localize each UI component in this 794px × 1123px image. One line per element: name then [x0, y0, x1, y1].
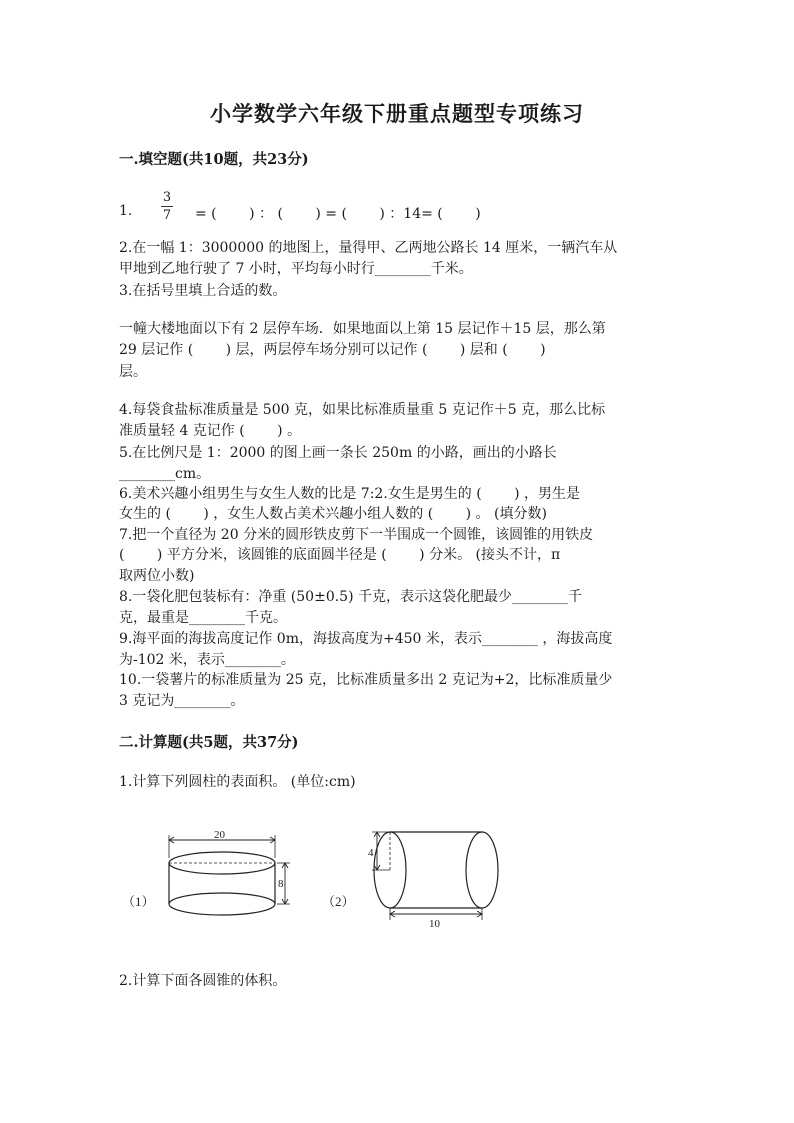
dimension-diameter: 20 [214, 829, 225, 841]
calc-question-1: 1.计算下列圆柱的表面积。 (单位:cm) [119, 774, 356, 790]
text-line: 一幢大楼地面以下有 2 层停车场．如果地面以上第 15 层记作＋15 层，那么第 [119, 321, 606, 337]
text-line: 7.把一个直径为 20 分米的圆形铁皮剪下一半围成一个圆锥，该圆锥的用铁皮 [119, 527, 594, 543]
cylinder-figures [119, 820, 539, 930]
text-line: ________cm。 [119, 466, 211, 482]
text-line: ( ) 平方分米，该圆锥的底面圆半径是 ( ) 分米。 (接头不计，π [119, 547, 561, 563]
question-number: 1. [119, 203, 133, 219]
fraction-denominator: 7 [162, 208, 172, 223]
question-1 [119, 190, 679, 233]
text-line: 克，最重是________千克。 [119, 610, 287, 626]
page-title: 小学数学六年级下册重点题型专项练习 [210, 101, 584, 126]
text-line: 8.一袋化肥包装标有：净重 (50±0.5) 千克，表示这袋化肥最少________千 [119, 589, 582, 605]
text-line: 4.每袋食盐标准质量是 500 克，如果比标准质量重 5 克记作＋5 克，那么比标 [119, 402, 606, 418]
figure-label-2: （2） [322, 894, 355, 909]
section-heading-fill-blank: 一.填空题(共10题，共23分) [119, 151, 309, 168]
cylinders-diagram [119, 820, 539, 930]
section-heading-calculation: 二.计算题(共5题，共37分) [119, 734, 299, 751]
text-line: 为-102 米，表示________。 [119, 652, 295, 668]
ratio-blanks: = ( ) ： ( ) = ( ) ：14= ( ) [195, 206, 481, 222]
text-line: 29 层记作 ( ) 层，两层停车场分别可以记作 ( ) 层和 ( ) [119, 342, 546, 358]
dimension-height: 8 [278, 878, 284, 890]
text-line: 取两位小数) [119, 568, 195, 584]
text-line: 准质量轻 4 克记作 ( ) 。 [119, 423, 302, 439]
cylinder-2 [368, 832, 498, 930]
text-line: 2.在一幅 1：3000000 的地图上，量得甲、乙两地公路长 14 厘米，一辆汽车从 [119, 240, 618, 256]
text-line: 甲地到乙地行驶了 7 小时，平均每小时行________千米。 [119, 261, 473, 277]
text-line: 5.在比例尺是 1：2000 的图上画一条长 250m 的小路，画出的小路长 [119, 445, 557, 461]
figure-label-1: （1） [122, 894, 155, 909]
fraction-numerator: 3 [162, 190, 172, 205]
dimension-radius: 4 [368, 847, 374, 859]
text-line: 9.海平面的海拔高度记作 0m，海拔高度为+450 米，表示________ ，海拔高度 [119, 631, 613, 647]
text-line: 3.在括号里填上合适的数。 [119, 283, 287, 299]
text-line: 6.美术兴趣小组男生与女生人数的比是 7:2.女生是男生的 ( ) ，男生是 [119, 486, 581, 502]
text-line: 层。 [119, 364, 147, 380]
dimension-length: 10 [429, 918, 440, 930]
text-line: 3 克记为________。 [119, 693, 245, 709]
cylinder-1 [169, 829, 290, 915]
fraction [159, 190, 175, 224]
text-line: 10.一袋薯片的标准质量为 25 克，比标准质量多出 2 克记为+2，比标准质量少 [119, 672, 613, 688]
calc-question-2: 2.计算下面各圆锥的体积。 [119, 973, 287, 989]
text-line: 女生的 ( ) ，女生人数占美术兴趣小组人数的 ( ) 。 (填分数) [119, 506, 547, 522]
